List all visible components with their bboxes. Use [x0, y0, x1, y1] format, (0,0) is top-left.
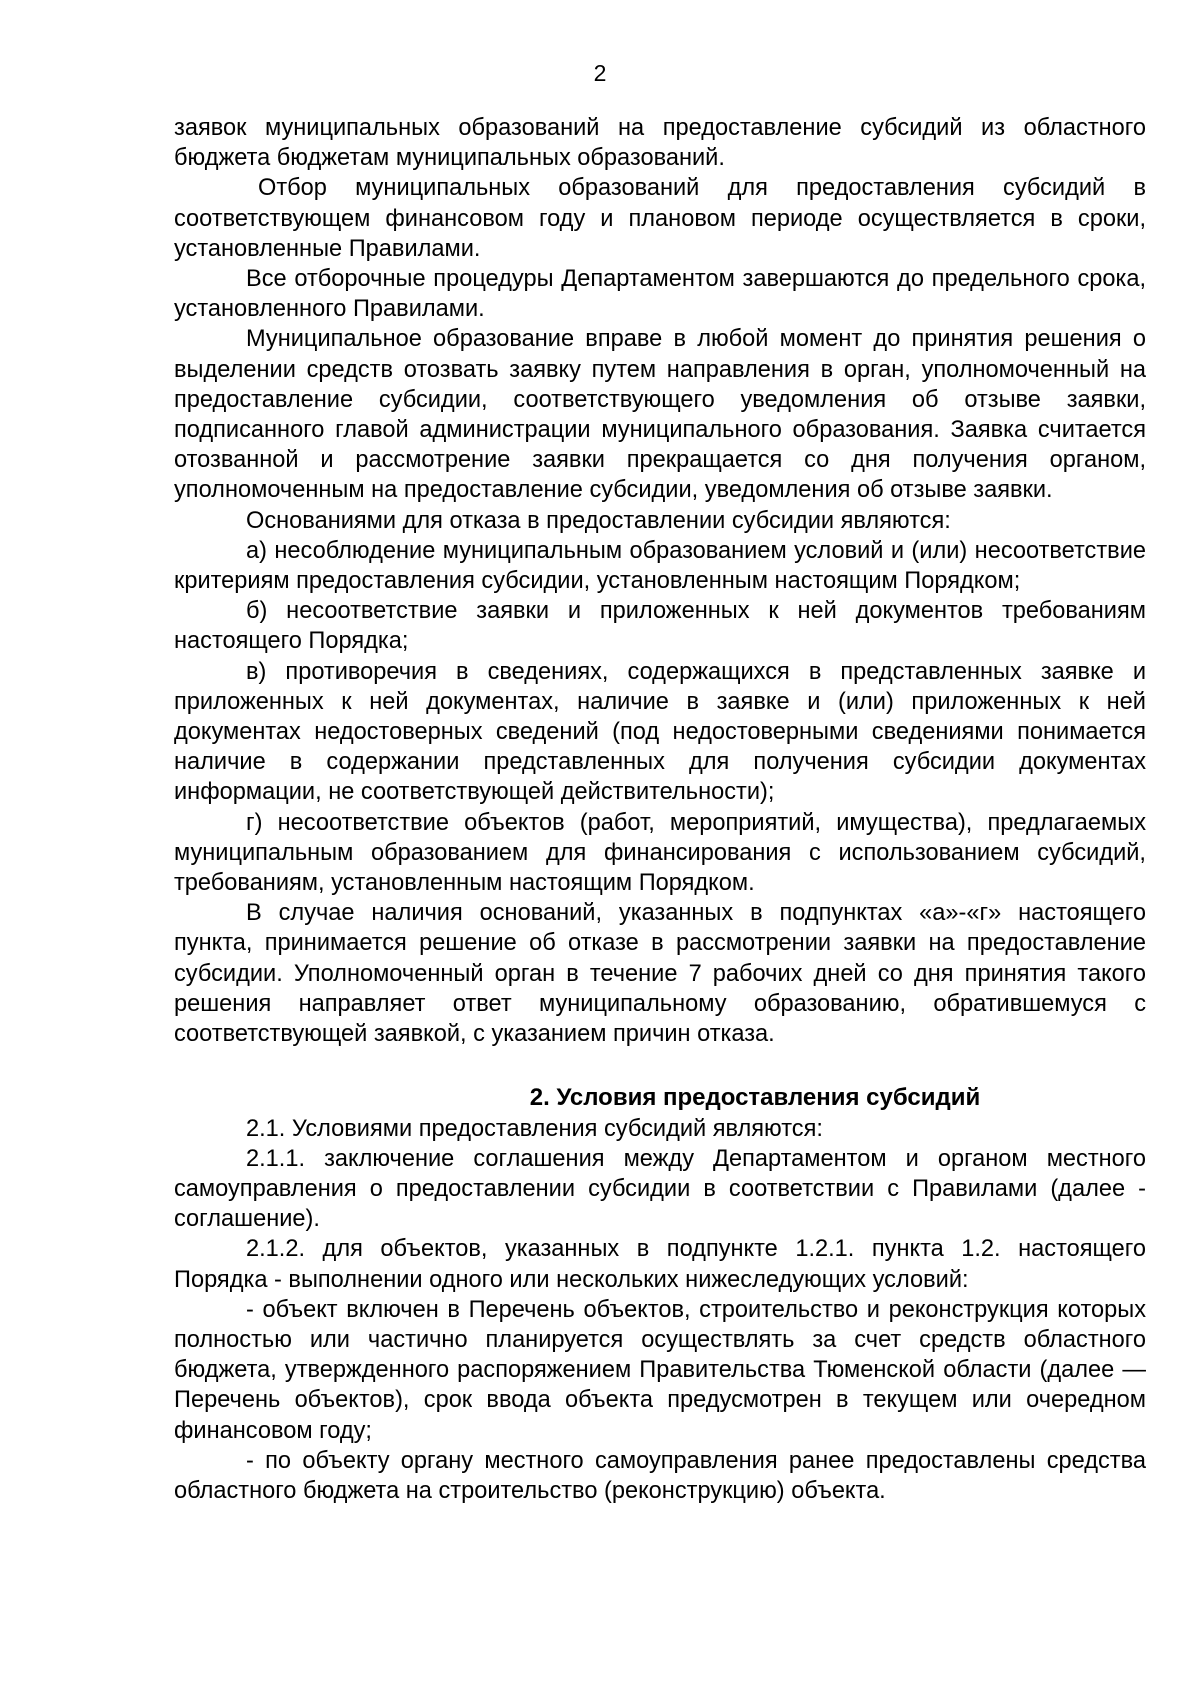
paragraph: 2.1.2. для объектов, указанных в подпункте 1.2.1. пункта 1.2. настоящего Порядка - выполнении одного или нескольких нижеследующих условий: [174, 1236, 1146, 1293]
list-item: - по объекту органу местного самоуправления ранее предоставлены средства областного бюджета на строительство (реконструкцию) объекта. [174, 1447, 1146, 1504]
list-item: в) противоречия в сведениях, содержащихся в представленных заявке и приложенных к ней документах, наличие в заявке и (или) приложенных к ней документах недостоверных сведений (под недостоверными сведениями понимается наличие в содержании представленных для получения субсидии документах информации, не соответствующей действительности); [174, 658, 1146, 806]
list-item: - объект включен в Перечень объектов, строительство и реконструкция которых полностью или частично планируется осуществлять за счет средств областного бюджета, утвержденного распоряжением Правительства Тюменской области (далее — Перечень объектов), срок ввода объекта предусмотрен в текущем или очередном финансовом году; [174, 1296, 1146, 1444]
document-body [174, 113, 1146, 1506]
list-item: а) несоблюдение муниципальным образованием условий и (или) несоответствие критериям предоставления субсидии, установленным настоящим Порядком; [174, 537, 1146, 595]
paragraph: В случае наличия оснований, указанных в подпунктах «а»-«г» настоящего пункта, принимается решение об отказе в рассмотрении заявки на предоставление субсидии. Уполномоченный орган в течение 7 рабочих дней со дня принятия такого решения направляет ответ муниципальному образованию, обратившемуся с соответствующей заявкой, с указанием причин отказа. [174, 900, 1146, 1048]
paragraph: Муниципальное образование вправе в любой момент до принятия решения о выделении средств отозвать заявку путем направления в орган, уполномоченный на предоставление субсидии, соответствующего уведомления об отзыве заявки, подписанного главой администрации муниципального образования. Заявка считается отозванной и рассмотрение заявки прекращается со дня получения органом, уполномоченным на предоставление субсидии, уведомления об отзыве заявки. [174, 326, 1146, 504]
paragraph: 2.1.1. заключение соглашения между Департаментом и органом местного самоуправления о предоставлении субсидии в соответствии с Правилами (далее - соглашение). [174, 1145, 1146, 1233]
list-item: г) несоответствие объектов (работ, мероприятий, имущества), предлагаемых муниципальным образованием для финансирования с использованием субсидий, требованиям, установленным настоящим Порядком. [174, 809, 1146, 897]
paragraph: Все отборочные процедуры Департаментом завершаются до предельного срока, установленного Правилами. [174, 266, 1146, 323]
paragraph: заявок муниципальных образований на предоставление субсидий из областного бюджета бюджетам муниципальных образований. [174, 115, 1146, 172]
paragraph: Отбор муниципальных образований для предоставления субсидий в соответствующем финансовом году и плановом периоде осуществляется в сроки, установленные Правилами. [174, 175, 1146, 262]
paragraph: Основаниями для отказа в предоставлении субсидии являются: [246, 507, 951, 534]
list-item: б) несоответствие заявки и приложенных к ней документов требованиям настоящего Порядка; [174, 598, 1146, 655]
page-number: 2 [593, 60, 607, 86]
paragraph: 2.1. Условиями предоставления субсидий являются: [246, 1115, 823, 1142]
section-heading: 2. Условия предоставления субсидий [529, 1084, 981, 1112]
